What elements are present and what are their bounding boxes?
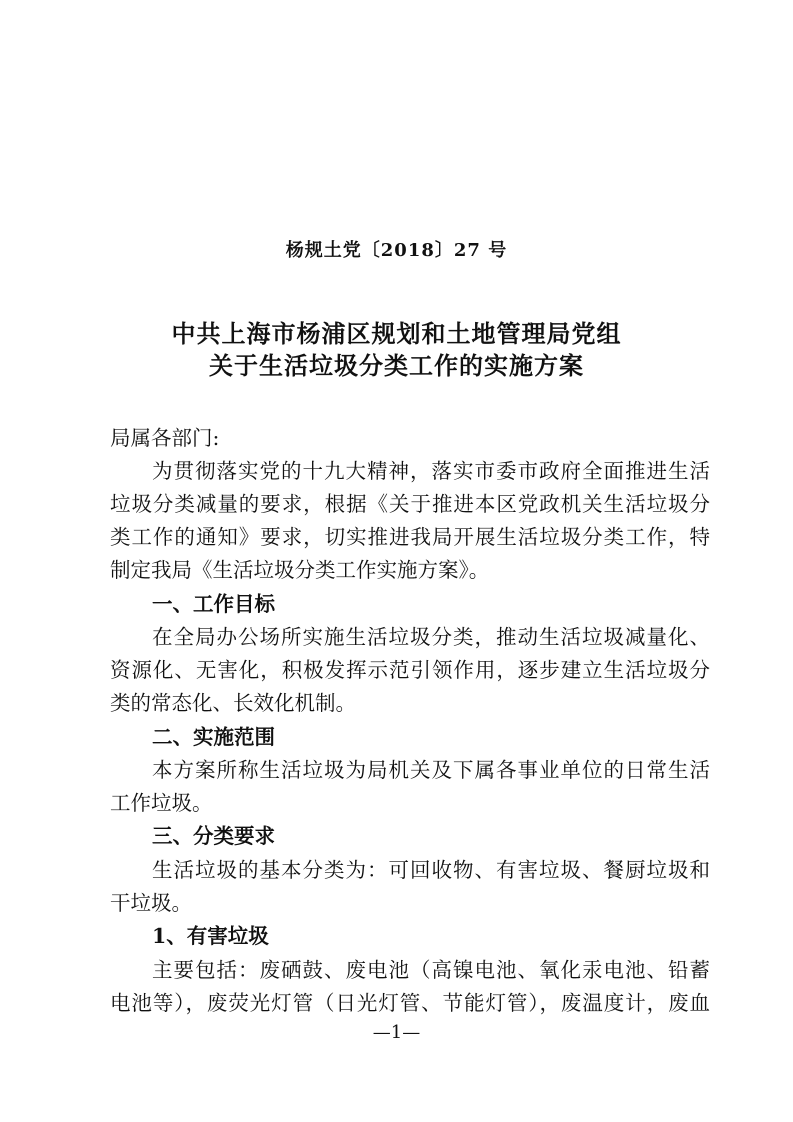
page-number: —1— <box>372 1022 421 1043</box>
section-heading: 三、分类要求 <box>152 824 275 848</box>
paragraph-line: 干垃圾。 <box>110 891 192 915</box>
paragraph-line: 为贯彻落实党的十九大精神，落实市委市政府全面推进生活 <box>152 459 710 483</box>
paragraph-line: 资源化、无害化，积极发挥示范引领作用，逐步建立生活垃圾分 <box>110 658 710 682</box>
paragraph-line: 工作垃圾。 <box>110 791 213 815</box>
subsection-heading: 1、有害垃圾 <box>152 924 269 948</box>
paragraph-line: 电池等），废荧光灯管（日光灯管、节能灯管），废温度计，废血 <box>110 991 710 1015</box>
section-heading: 一、工作目标 <box>152 592 275 616</box>
paragraph-line: 类工作的通知》要求，切实推进我局开展生活垃圾分类工作，特 <box>110 525 710 549</box>
paragraph-line: 制定我局《生活垃圾分类工作实施方案》。 <box>110 558 490 582</box>
paragraph-line: 本方案所称生活垃圾为局机关及下属各事业单位的日常生活 <box>152 758 710 782</box>
document-title-line-1: 中共上海市杨浦区规划和土地管理局党组 <box>171 319 622 348</box>
paragraph-line: 在全局办公场所实施生活垃圾分类，推动生活垃圾减量化、 <box>152 625 710 649</box>
section-heading: 二、实施范围 <box>152 725 275 749</box>
paragraph-line: 类的常态化、长效化机制。 <box>110 691 356 715</box>
document-title-line-2: 关于生活垃圾分类工作的实施方案 <box>209 351 584 380</box>
paragraph-line: 垃圾分类减量的要求，根据《关于推进本区党政机关生活垃圾分 <box>110 492 710 516</box>
document-number: 杨规土党〔2018〕27 号 <box>285 240 508 261</box>
paragraph-line: 生活垃圾的基本分类为：可回收物、有害垃圾、餐厨垃圾和 <box>152 858 710 882</box>
salutation: 局属各部门: <box>110 426 220 450</box>
paragraph-line: 主要包括：废硒鼓、废电池（高镍电池、氧化汞电池、铅蓄 <box>152 958 710 982</box>
